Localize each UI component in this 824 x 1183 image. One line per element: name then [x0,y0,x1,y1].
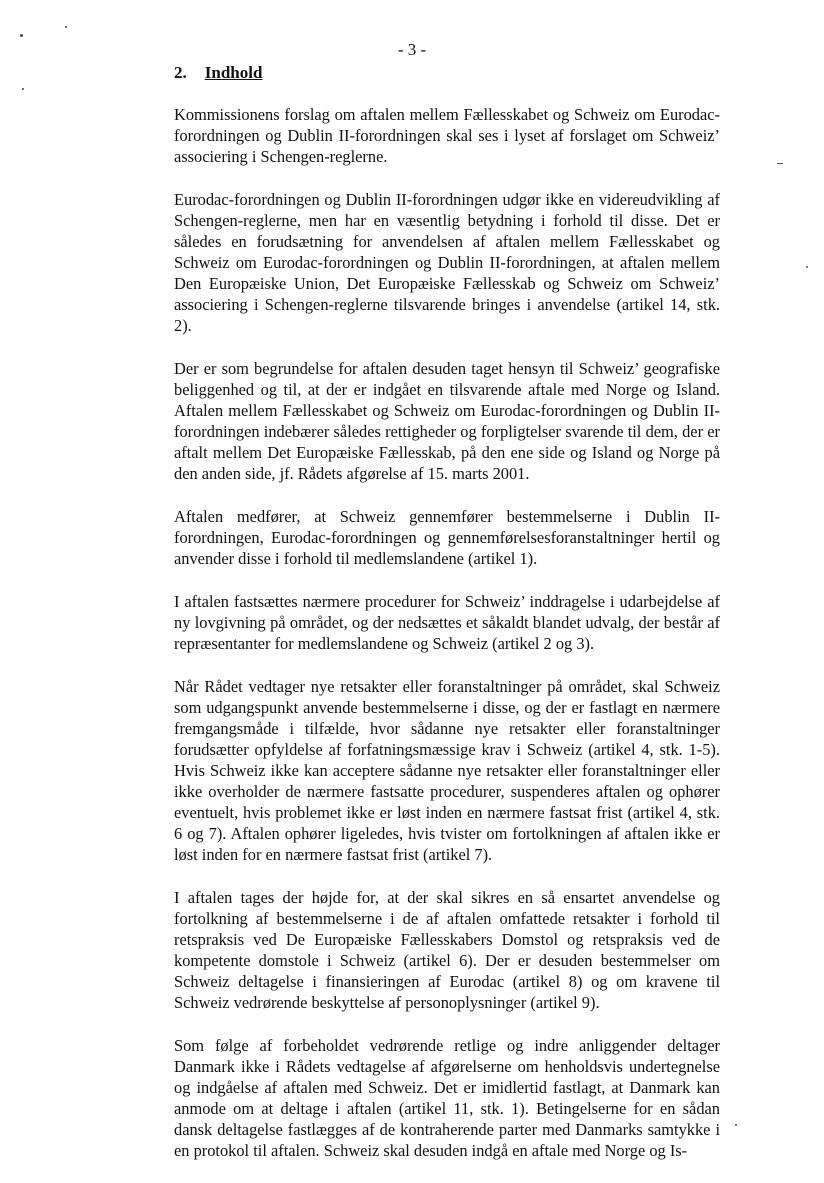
scan-speck [20,34,23,37]
section-number: 2. [174,63,187,82]
paragraph: I aftalen fastsættes nærmere procedurer for Schweiz’ inddragelse i udarbejdelse af ny lovgivning på området, og der nedsættes et såkaldt blandet udvalg, der består af repræsentanter for medlemslandene og Schweiz (artikel 2 og 3). [174,592,720,653]
scan-speck [777,163,783,164]
section-title: Indhold [204,63,263,82]
scan-speck [22,88,24,90]
paragraph: Kommissionens forslag om aftalen mellem Fællesskabet og Schweiz om Eurodac-forordningen og Dublin II-forordningen skal ses i lyset af forslaget om Schweiz’ associering i Schengen-reglerne. [174,105,720,166]
paragraph: Når Rådet vedtager nye retsakter eller foranstaltninger på området, skal Schweiz som udgangspunkt anvende bestemmelserne i disse, og der er fastlagt en nærmere fremgangsmåde i tilfælde, hvor sådanne nye retsakter eller foranstaltninger forudsætter opfyldelse af forfatningsmæssige krav i Schweiz (artikel 4, stk. 1-5). Hvis Schweiz ikke kan acceptere sådanne nye retsakter eller foranstaltninger eller ikke overholder de nærmere fastsatte procedurer, suspenderes aftalen og ophører eventuelt, hvis problemet ikke er løst inden en nærmere fastsat frist (artikel 4, stk. 6 og 7). Aftalen ophører ligeledes, hvis tvister om fortolkningen af aftalen ikke er løst inden for en nærmere fastsat frist (artikel 7). [174,677,720,864]
paragraph: Der er som begrundelse for aftalen desuden taget hensyn til Schweiz’ geografiske beliggenhed og til, at der er indgået en tilsvarende aftale med Norge og Island. Aftalen mellem Fællesskabet og Schweiz om Eurodac-forordningen og Dublin II-forordningen indebærer således rettigheder og forpligtelser svarende til dem, der er aftalt mellem Det Europæiske Fællesskab, på den ene side og Island og Norge på den anden side, jf. Rådets afgørelse af 15. marts 2001. [174,359,720,483]
scan-speck [735,1124,737,1126]
paragraph: Som følge af forbeholdet vedrørende retlige og indre anliggender deltager Danmark ikke i Rådets vedtagelse af afgørelserne om henholdsvis undertegnelse og indgåelse af aftalen med Schweiz. Det er imidlertid fastlagt, at Danmark kan anmode om at deltage i aftalen (artikel 11, stk. 1). Betingelserne for en sådan dansk deltagelse fastlægges af de kontraherende parter med Danmarks samtykke i en protokol til aftalen. Schweiz skal desuden indgå en aftale med Norge og Is- [174,1036,720,1160]
paragraph: Eurodac-forordningen og Dublin II-forordningen udgør ikke en videreudvikling af Schengen-reglerne, men har en væsentlig betydning i forhold til disse. Det er således en forudsætning for anvendelsen af aftalen mellem Fællesskabet og Schweiz om Eurodac-forordningen og Dublin II-forordningen, at aftalen mellem Den Europæiske Union, Det Europæiske Fællesskab og Schweiz om Schweiz’ associering i Schengen-reglerne tilsvarende bringes i anvendelse (artikel 14, stk. 2). [174,190,720,335]
scan-speck [65,26,67,28]
scan-speck [806,266,808,268]
body-text [174,104,720,1183]
page-number: - 3 - [397,40,427,59]
paragraph: Aftalen medfører, at Schweiz gennemfører bestemmelserne i Dublin II-forordningen, Eurodac-forordningen og gennemførelsesforanstaltninger hertil og anvender disse i forhold til medlemslandene (artikel 1). [174,507,720,568]
paragraph: I aftalen tages der højde for, at der skal sikres en så ensartet anvendelse og fortolkning af bestemmelserne i de af aftalen omfattede retsakter i forhold til retspraksis ved De Europæiske Fællesskabers Domstol og retspraksis ved de kompetente domstole i Schweiz (artikel 6). Der er desuden bestemmelser om Schweiz deltagelse i finansieringen af Eurodac (artikel 8) og om kravene til Schweiz vedrørende beskyttelse af personoplysninger (artikel 9). [174,888,720,1012]
section-heading [174,63,262,83]
